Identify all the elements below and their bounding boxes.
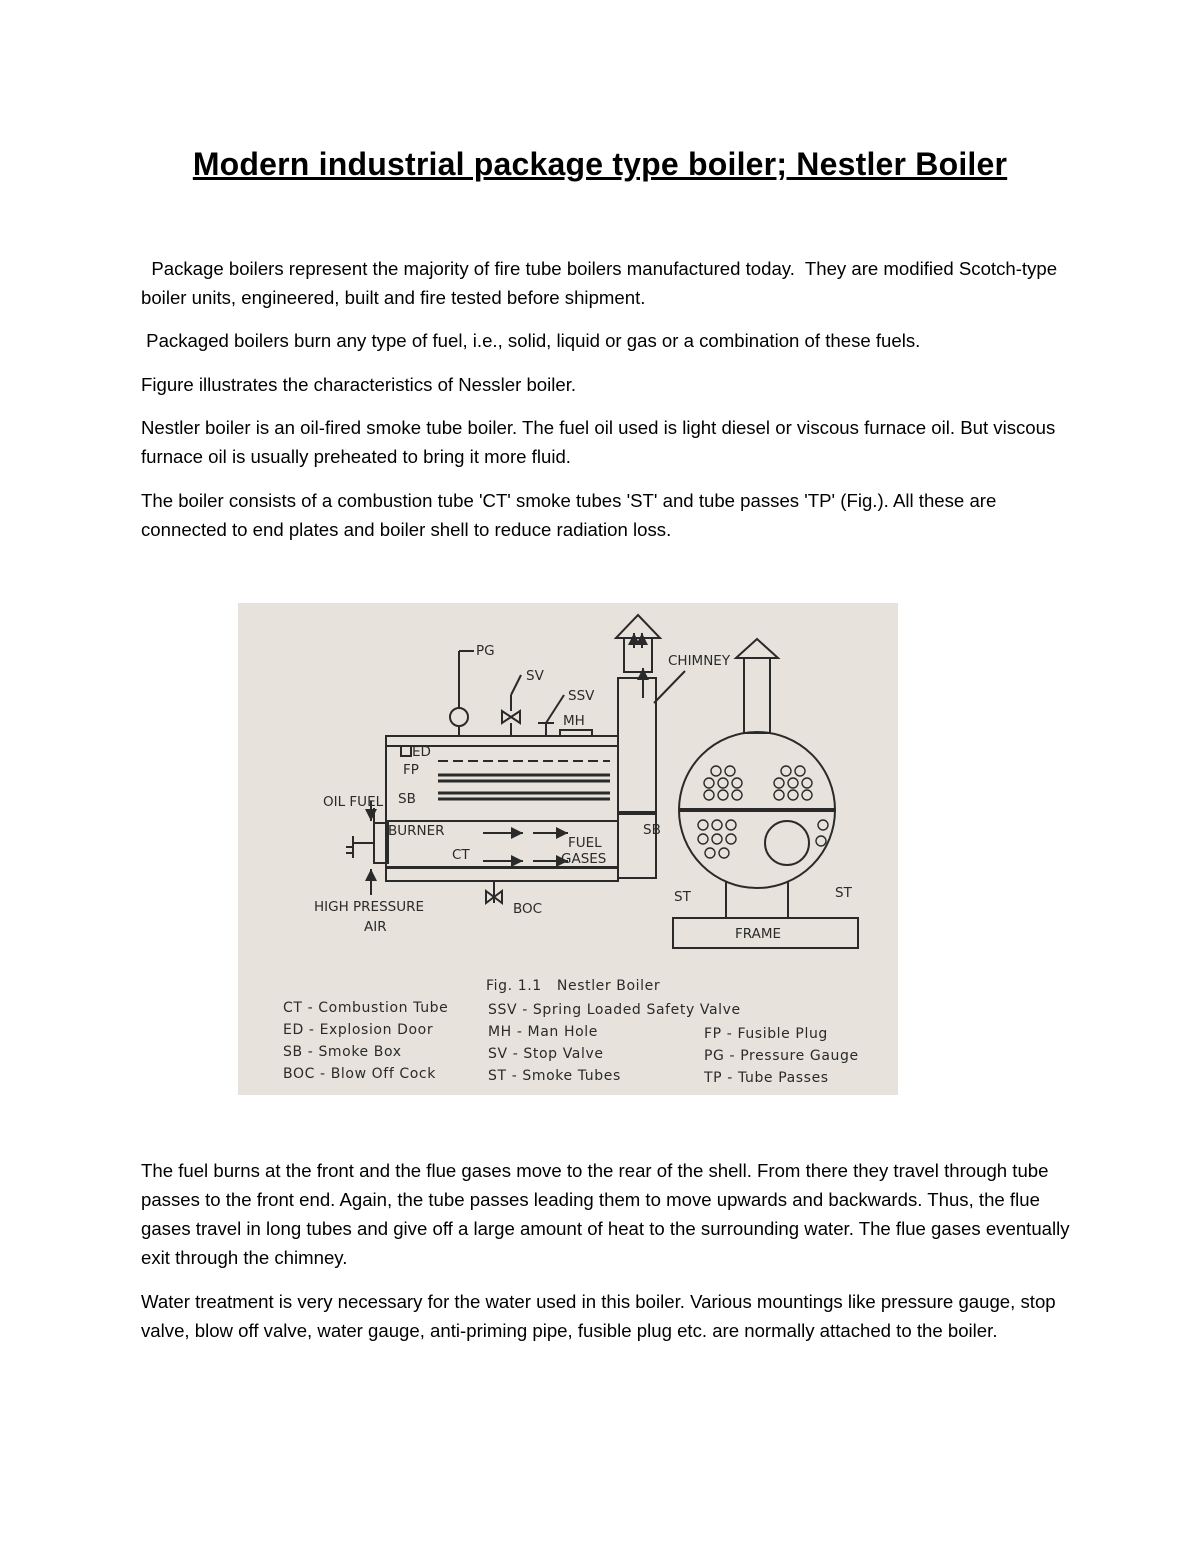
paragraph-package-boilers: Package boilers represent the majority of fire tube boilers manufactured today. They are modified Scotch-type boiler units, engineered, built and fire tested before shipment. [141, 258, 1063, 308]
pressure-gauge-icon [450, 708, 468, 726]
legend-ct: CT - Combustion Tube [283, 1000, 449, 1016]
label-mh: MH [563, 713, 585, 729]
label-fuel: FUEL [568, 835, 602, 851]
boiler-diagram [238, 603, 898, 1095]
paragraph-figure-intro: Figure illustrates the characteristics of Nessler boiler. [141, 374, 577, 395]
label-sb: SB [398, 791, 416, 807]
paragraph-gas-flow: The fuel burns at the front and the flue gases move to the rear of the shell. From there they travel through tube passes to the front end. Again, the tube passes leading them to move upwards and backwards. Thus, the flue gases travel in long tubes and give off a large amount of heat to the surrounding water. The flue gases eventually exit through the chimney. [141, 1160, 1070, 1268]
paragraph-water-treatment: Water treatment is very necessary for the water used in this boiler. Various mountings like pressure gauge, stop valve, blow off valve, water gauge, anti-priming pipe, fusible plug etc. are normally attached to the boiler. [141, 1291, 1056, 1341]
legend-pg: PG - Pressure Gauge [704, 1048, 859, 1064]
label-high-pressure: HIGH PRESSURE [314, 899, 425, 915]
legend-mh: MH - Man Hole [488, 1024, 598, 1040]
figure-caption: Fig. 1.1 Nestler Boiler [486, 978, 661, 994]
label-frame: FRAME [735, 926, 782, 942]
label-gases: GASES [561, 851, 607, 867]
label-ssv: SSV [568, 688, 595, 704]
label-fp: FP [403, 762, 419, 778]
legend-tp: TP - Tube Passes [704, 1070, 829, 1086]
label-ed: ED [412, 744, 431, 760]
paragraph-oil-fired: Nestler boiler is an oil-fired smoke tube boiler. The fuel oil used is light diesel or viscous furnace oil. But viscous furnace oil is usually preheated to bring it more fluid. [141, 417, 1056, 467]
label-oil-fuel: OIL FUEL [323, 794, 384, 810]
legend-boc: BOC - Blow Off Cock [283, 1066, 436, 1082]
manhole-icon [560, 730, 592, 736]
label-sv: SV [526, 668, 544, 684]
legend-st: ST - Smoke Tubes [488, 1068, 621, 1084]
label-boc: BOC [513, 901, 543, 917]
paragraph-fuel-types: Packaged boilers burn any type of fuel, i.e., solid, liquid or gas or a combination of these fuels. [141, 330, 921, 351]
label-chimney: CHIMNEY [668, 653, 731, 669]
page-title: Modern industrial package type boiler; Nestler Boiler [192, 146, 1008, 182]
legend-sv: SV - Stop Valve [488, 1046, 604, 1062]
chimney [618, 678, 656, 878]
legend-sb: SB - Smoke Box [283, 1044, 402, 1060]
legend-ed: ED - Explosion Door [283, 1022, 434, 1038]
stop-valve-icon [502, 711, 520, 723]
label-st-right: ST [835, 885, 852, 901]
label-pg: PG [476, 643, 495, 659]
label-ct: CT [452, 847, 470, 863]
label-st-left: ST [674, 889, 691, 905]
paragraph-components: The boiler consists of a combustion tube 'CT' smoke tubes 'ST' and tube passes 'TP' (Fig.). All these are connected to end plates and boiler shell to reduce radiation loss. [141, 490, 997, 540]
label-sb-right: SB [643, 822, 661, 838]
label-air: AIR [364, 919, 387, 935]
nestler-boiler-figure [238, 603, 898, 1095]
legend-ssv: SSV - Spring Loaded Safety Valve [488, 1002, 741, 1018]
legend-fp: FP - Fusible Plug [704, 1026, 828, 1042]
label-burner: BURNER [388, 823, 445, 839]
